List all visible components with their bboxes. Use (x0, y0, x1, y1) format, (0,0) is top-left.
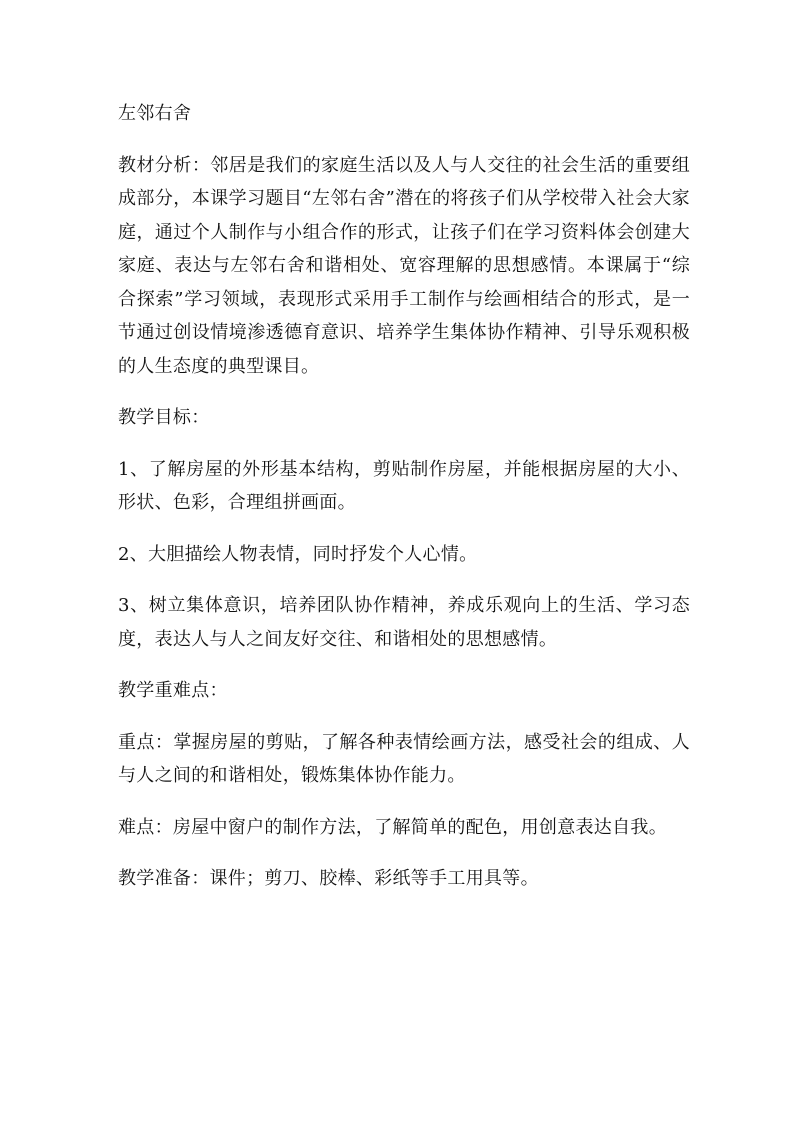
paragraph-goal-2: 2、大胆描绘人物表情，同时抒发个人心情。 (118, 543, 478, 565)
paragraph-key-points-heading: 教学重难点： (118, 680, 228, 701)
document-page (118, 97, 690, 914)
paragraph-goals-heading: 教学目标： (118, 407, 210, 428)
document-title: 左邻右舍 (118, 103, 192, 124)
paragraph-material-analysis: 教材分析：邻居是我们的家庭生活以及人与人交往的社会生活的重要组成部分，本课学习题目“左邻右舍”潜在的将孩子们从学校带入社会大家庭，通过个人制作与小组合作的形式，让孩子们在学习资料体会创建大家庭、表达与左邻右舍和谐相处、宽容理解的思想感情。本课属于“综合探索”学习领域，表现形式采用手工制作与绘画相结合的形式，是一节通过创设情境渗透德育意识、培养学生集体协作精神、引导乐观积极的人生态度的典型课目。 (118, 154, 690, 377)
paragraph-goal-1: 1、了解房屋的外形基本结构，剪贴制作房屋，并能根据房屋的大小、形状、色彩，合理组拼画面。 (118, 458, 690, 513)
paragraph-goal-3: 3、树立集体意识，培养团队协作精神，养成乐观向上的生活、学习态度，表达人与人之间友好交往、和谐相处的思想感情。 (118, 595, 690, 650)
paragraph-preparation: 教学准备：课件；剪刀、胶棒、彩纸等手工用具等。 (118, 868, 539, 889)
paragraph-key-point: 重点：掌握房屋的剪贴，了解各种表情绘画方法，感受社会的组成、人与人之间的和谐相处，锻炼集体协作能力。 (118, 731, 690, 786)
paragraph-difficulty: 难点：房屋中窗户的制作方法，了解简单的配色，用创意表达自我。 (118, 816, 667, 838)
